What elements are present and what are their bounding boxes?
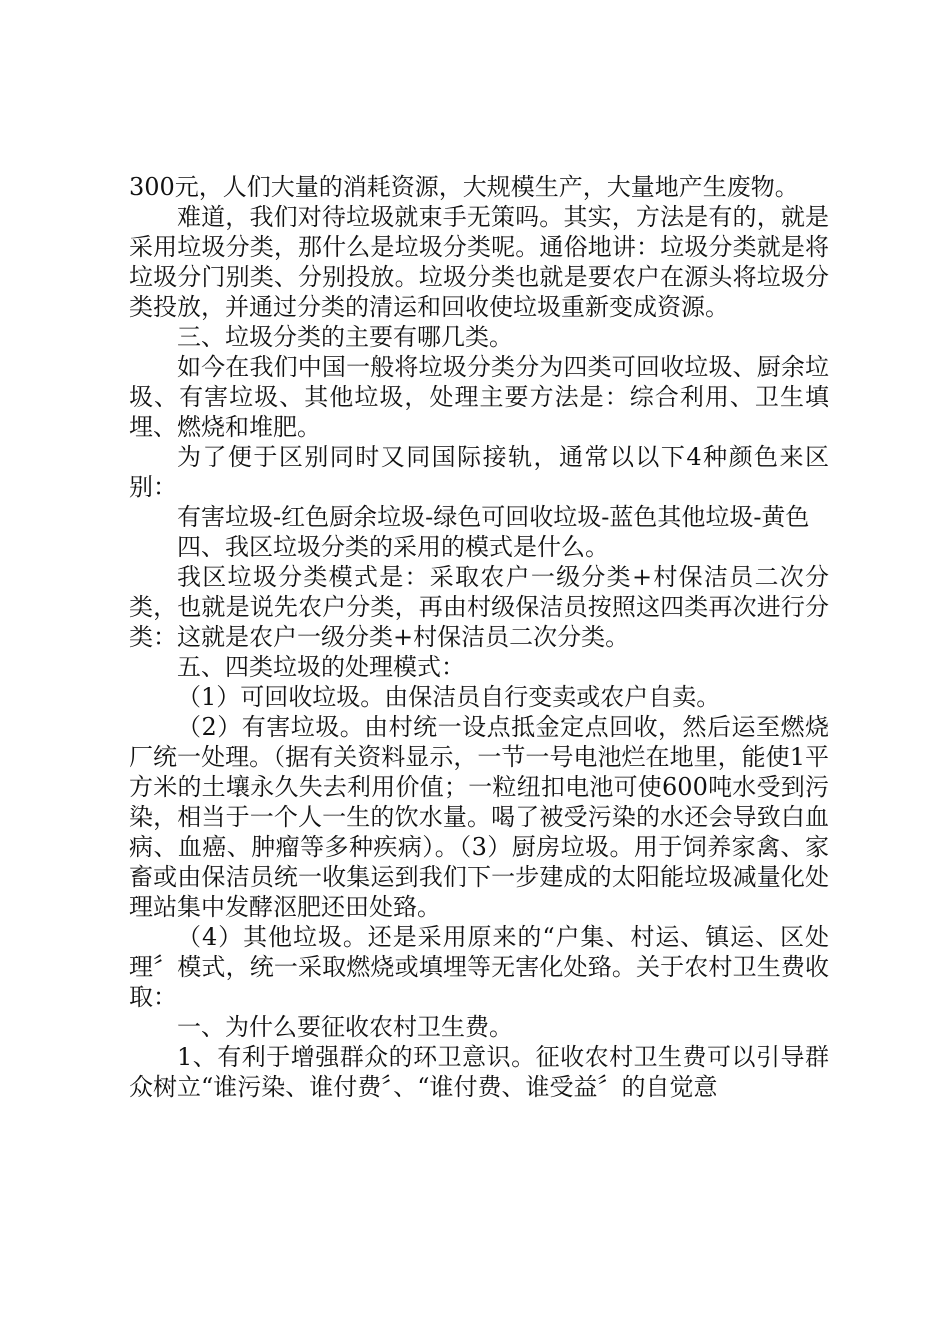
paragraph-other-waste: （4）其他垃圾。还是采用原来的“户集、村运、镇运、区处理〞模式，统一采取燃烧或填埋等无害化处臵。关于农村卫生费收取： [129, 923, 829, 1011]
section-heading-fee-1: 一、为什么要征收农村卫生费。 [177, 1013, 513, 1041]
section-heading-5: 五、四类垃圾的处理模式： [177, 653, 465, 681]
paragraph-four-categories: 如今在我们中国一般将垃圾分类分为四类可回收垃圾、厨余垃圾、有害垃圾、其他垃圾，处理主要方法是：综合利用、卫生填埋、燃烧和堆肥。 [129, 353, 829, 441]
paragraph-garbage-sorting-definition: 难道，我们对待垃圾就束手无策吗。其实，方法是有的，就是采用垃圾分类，那什么是垃圾分类呢。通俗地讲：垃圾分类就是将垃圾分门别类、分别投放。垃圾分类也就是要农户在源头将垃圾分类投放，并通过分类的清运和回收使垃圾重新变成资源。 [129, 203, 829, 321]
paragraph-hazardous-kitchen: （2）有害垃圾。由村统一设点抵金定点回收，然后运至燃烧厂统一处理。（据有关资料显示，一节一号电池烂在地里，能使1平方米的土壤永久失去利用价值；一粒纽扣电池可使600吨水受到污染，相当于一个人一生的饮水量。喝了被受污染的水还会导致白血病、血癌、肿瘤等多种疾病）。（3）厨房垃圾。用于饲养家禽、家畜或由保洁员统一收集运到我们下一步建成的太阳能垃圾减量化处理站集中发酵沤肥还田处臵。 [129, 713, 829, 921]
paragraph-color-list: 有害垃圾-红色厨余垃圾-绿色可回收垃圾-蓝色其他垃圾-黄色 [177, 503, 810, 531]
paragraph-sorting-mode: 我区垃圾分类模式是：采取农户一级分类+村保洁员二次分类，也就是说先农户分类，再由村级保洁员按照这四类再次进行分类：这就是农户一级分类+村保洁员二次分类。 [129, 563, 829, 651]
document-page [129, 172, 829, 1102]
paragraph-recyclable: （1）可回收垃圾。由保洁员自行变卖或农户自卖。 [177, 683, 721, 711]
paragraph-color-intro: 为了便于区别同时又同国际接轨，通常以以下4种颜色来区别： [129, 443, 829, 501]
section-heading-4: 四、我区垃圾分类的采用的模式是什么。 [177, 533, 609, 561]
paragraph-fee-reason-1: 1、有利于增强群众的环卫意识。征收农村卫生费可以引导群众树立“谁污染、谁付费〞、“谁付费、谁受益〞的自觉意 [129, 1043, 829, 1101]
section-heading-3: 三、垃圾分类的主要有哪几类。 [177, 323, 513, 351]
paragraph-intro-continuation: 300元，人们大量的消耗资源，大规模生产，大量地产生废物。 [129, 173, 799, 201]
